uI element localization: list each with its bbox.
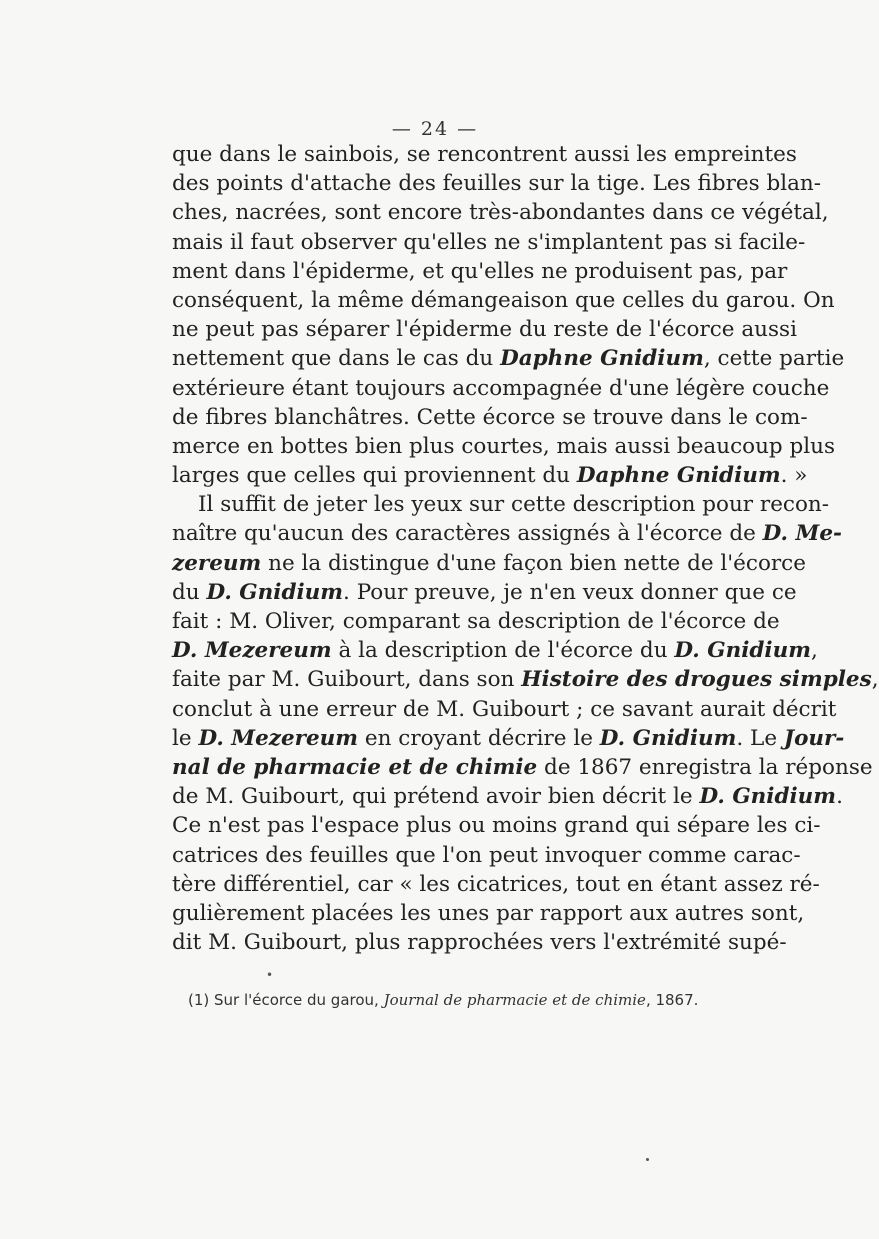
text-line [172,315,797,344]
text-segment: nettement que dans le cas du [172,346,501,372]
footnote-journal: Journal de pharmacie et de chimie [383,991,646,1009]
text-line: que dans le sainbois, se rencontrent aussi les empreintes [172,142,797,167]
text-segment: à la description de l'écorce du [331,638,675,664]
print-speck [646,1158,649,1161]
footnote [188,991,699,1009]
footnote-mark: • [266,968,274,982]
body-text [172,140,879,957]
italic-term: Daphne Gnidium [576,463,781,489]
italic-term: Daphne Gnidium [500,346,704,372]
text-segment: . Pour preuve, je n'en veux donner que ce [343,579,797,605]
text-line: mais il faut observer qu'elles ne s'implantent pas si facile- [172,229,806,255]
text-line: extérieure étant toujours accompagnée d'une légère couche [172,375,830,401]
text-line: fait : M. Oliver, comparant sa description de l'écorce de [172,609,780,634]
italic-term: D. Mezereum [172,638,332,664]
text-line [172,461,808,490]
text-segment: , [810,638,818,664]
italic-term: D. Gnidium [699,784,837,810]
italic-term: D. Gnidium [206,579,344,605]
italic-term: Histoire des drogues simples [521,667,872,693]
italic-term: D. Gnidium [599,725,737,751]
text-line [172,665,879,694]
text-line: gulièrement placées les unes par rapport aux autres sont, [172,900,805,926]
text-segment: . [836,784,843,810]
text-line [172,519,842,548]
text-segment: de M. Guibourt, qui prétend avoir bien décrit le [172,784,700,810]
italic-term: zereum [172,550,262,576]
text-line: conséquent, la même démangeaison que celles du garou. On [172,287,835,313]
text-line [172,578,797,607]
text-line [172,782,843,811]
text-line: conclut à une erreur de M. Guibourt ; ce savant aurait décrit [172,696,837,722]
text-line: ches, nacrées, sont encore très-abondantes dans ce végétal, [172,200,829,226]
text-line [172,753,873,782]
italic-term: Jour- [783,725,845,751]
italic-term: D. Mezereum [198,725,359,751]
text-line [172,724,845,753]
italic-term: D. Gnidium [674,638,811,664]
text-line: Il suffit de jeter les yeux sur cette description pour recon- [198,492,830,518]
text-segment: ne la distingue d'une façon bien nette de l'écorce [261,550,806,576]
footnote-prefix: (1) Sur l'écorce du garou, [188,991,384,1009]
text-line: catrices des feuilles que l'on peut invoquer comme carac- [172,842,801,868]
text-segment: en croyant décrire le [358,725,600,751]
text-line [172,636,818,665]
text-segment: , [871,667,879,693]
text-segment: naître qu'aucun des caractères assignés à l'écorce de [172,521,763,547]
page-number: — 24 — [391,118,479,140]
text-line: de fibres blanchâtres. Cette écorce se trouve dans le com- [172,404,808,430]
text-line: Ce n'est pas l'espace plus ou moins grand qui sépare les ci- [172,813,821,839]
text-segment: . » [780,463,808,489]
text-segment: . Le [736,725,784,751]
text-segment: le [172,725,199,751]
italic-term: nal de pharmacie et de chimie [172,754,538,780]
text-line [172,344,845,373]
text-segment: ne peut pas séparer l'épiderme du reste de l'écorce aussi [172,317,797,343]
text-segment: de 1867 enregistra la réponse [537,754,873,780]
text-line: dit M. Guibourt, plus rapprochées vers l'extrémité supé- [172,930,787,956]
text-line: ment dans l'épiderme, et qu'elles ne produisent pas, par [172,258,788,284]
text-segment: , cette partie [703,346,845,372]
italic-term: D. Me- [762,521,842,547]
text-line [172,549,806,578]
text-line: des points d'attache des feuilles sur la tige. Les fibres blan- [172,171,822,197]
text-line: tère différentiel, car « les cicatrices, tout en étant assez ré- [172,871,820,897]
text-line: merce en bottes bien plus courtes, mais aussi beaucoup plus [172,433,836,459]
text-segment: du [172,579,207,605]
text-segment: larges que celles qui proviennent du [172,463,577,489]
footnote-suffix: , 1867. [645,991,699,1009]
text-segment: faite par M. Guibourt, dans son [172,667,522,693]
